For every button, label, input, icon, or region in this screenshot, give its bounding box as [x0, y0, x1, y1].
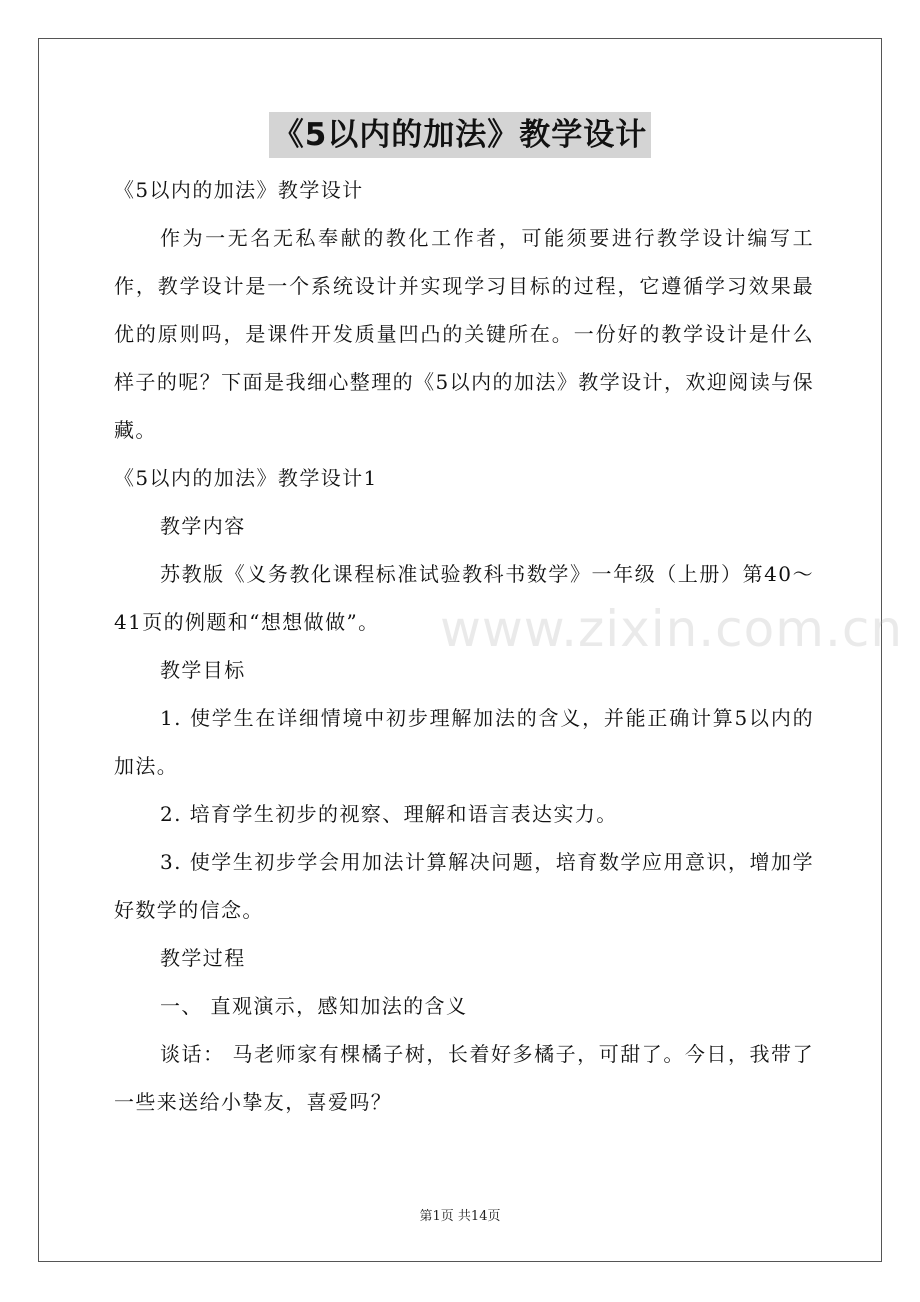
paragraph: 《5以内的加法》教学设计1 — [114, 466, 378, 490]
page-footer: 第1页 共14页 — [419, 1209, 501, 1224]
paragraph: 教学目标 — [160, 658, 246, 682]
paragraph: 1. 使学生在详细情境中初步理解加法的含义，并能正确计算5以内的加法。 — [114, 706, 814, 778]
document-title: 《5以内的加法》教学设计 — [269, 112, 652, 158]
paragraph: 一、 直观演示，感知加法的含义 — [160, 994, 468, 1018]
paragraph: 2. 培育学生初步的视察、理解和语言表达实力。 — [160, 802, 618, 826]
paragraph: 教学内容 — [160, 514, 246, 538]
paragraph: 教学过程 — [160, 946, 246, 970]
title-area — [0, 112, 920, 158]
paragraph: 苏教版《义务教化课程标准试验教科书数学》一年级（上册）第40～41页的例题和“想想做做”。 — [114, 562, 814, 634]
paragraph: 《5以内的加法》教学设计 — [114, 178, 364, 202]
paragraph: 作为一无名无私奉献的教化工作者，可能须要进行教学设计编写工作，教学设计是一个系统设计并实现学习目标的过程，它遵循学习效果最优的原则吗，是课件开发质量凹凸的关键所在。一份好的教学设计是什么样子的呢？下面是我细心整理的《5以内的加法》教学设计，欢迎阅读与保藏。 — [114, 226, 814, 442]
watermark: www.zixin.com.cn — [440, 600, 904, 658]
paragraph: 谈话： 马老师家有棵橘子树，长着好多橘子，可甜了。今日，我带了一些来送给小挚友，喜爱吗？ — [114, 1042, 814, 1114]
document-body — [114, 166, 814, 1126]
paragraph: 3. 使学生初步学会用加法计算解决问题，培育数学应用意识，增加学好数学的信念。 — [114, 850, 814, 922]
